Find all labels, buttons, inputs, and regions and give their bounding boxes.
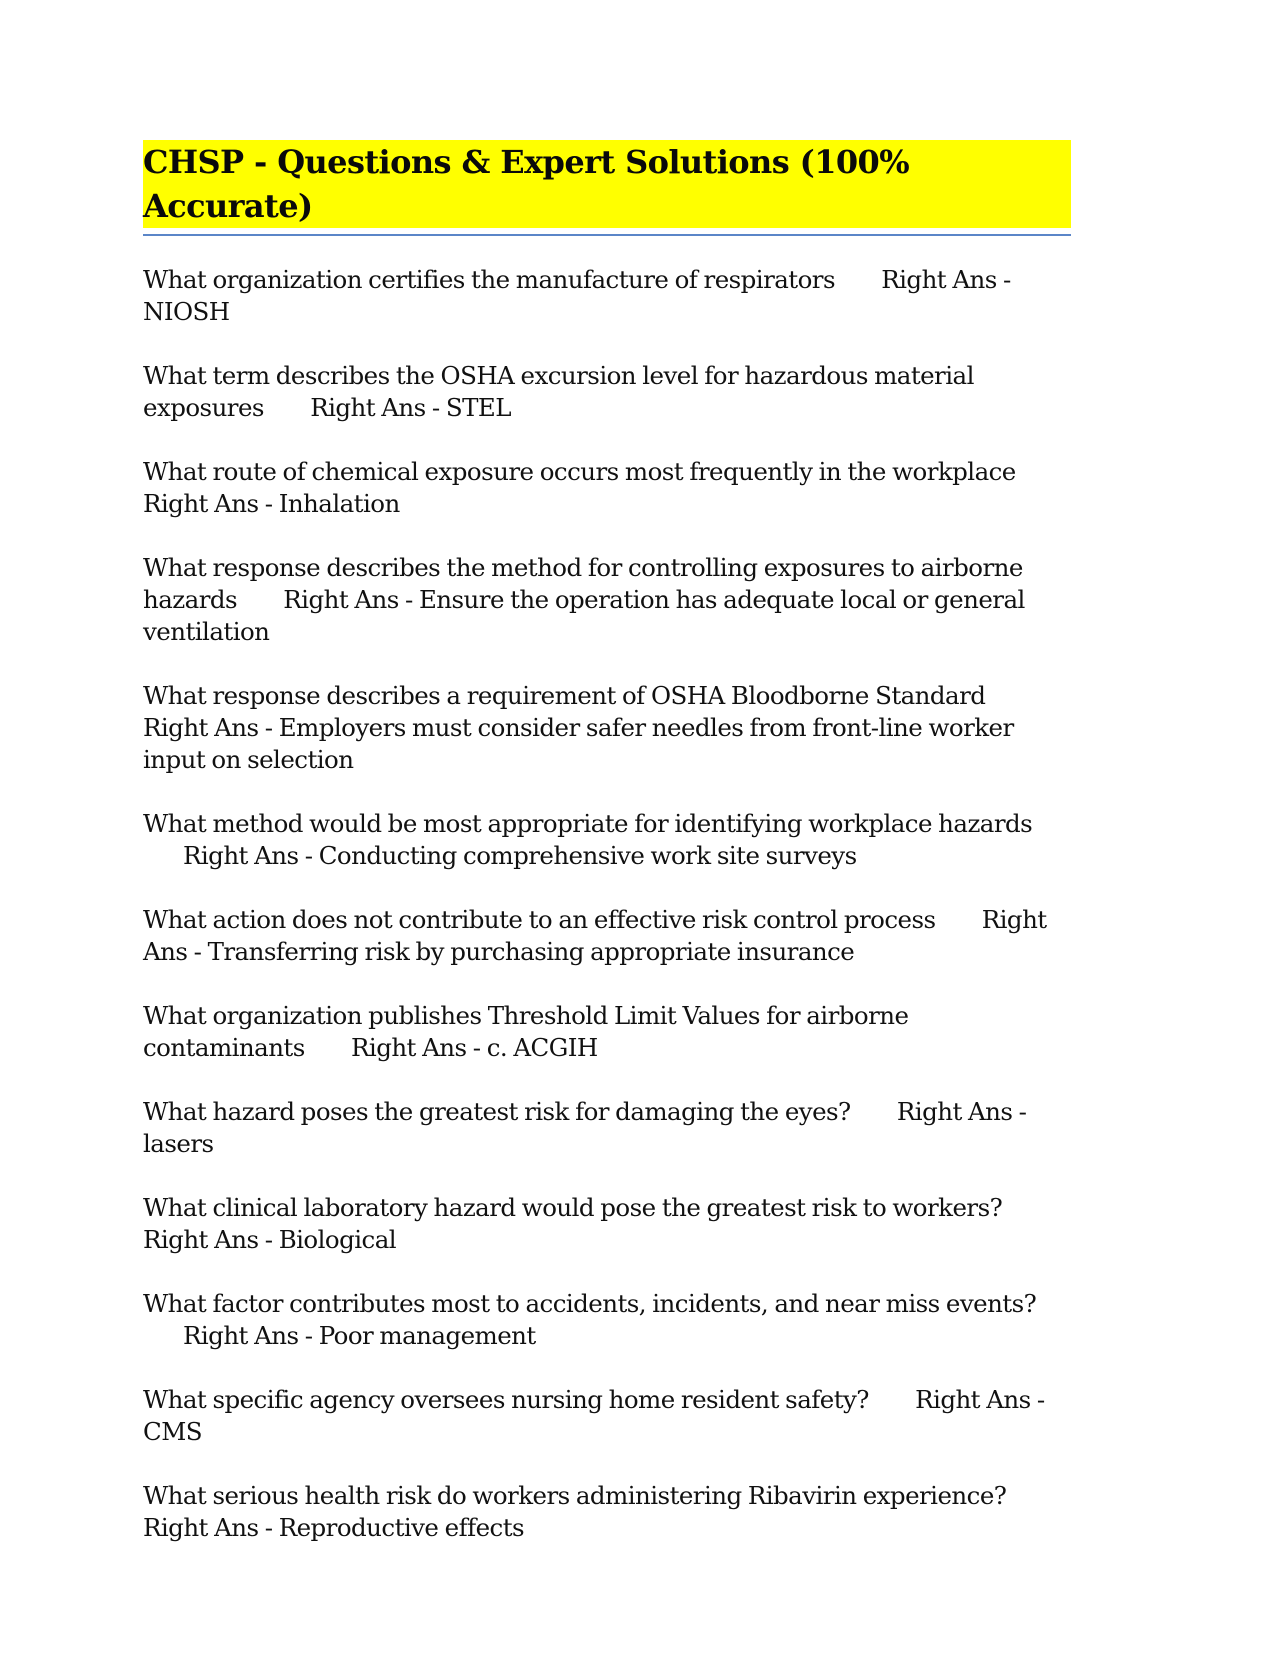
question-text: What response describes a requirement of OSHA Bloodborne Standard [143,681,986,710]
qa-item [143,680,1071,776]
answer-text: lasers [143,1129,214,1158]
answer-text: Ensure the operation has adequate local or general ventilation [143,585,1025,646]
answer-text: Poor management [318,1321,536,1350]
answer-prefix: Right Ans - [143,1513,279,1542]
qa-item [143,1096,1071,1160]
answer-prefix: Right Ans - [896,1097,1027,1126]
qa-item [143,1288,1071,1352]
answer-prefix: Right Ans - [143,713,279,742]
question-text: What response describes the method for controlling exposures to airborne hazards [143,553,1023,614]
qa-item [143,1192,1071,1256]
answer-text: NIOSH [143,297,230,326]
qa-item [143,808,1071,872]
qa-item [143,552,1071,648]
answer-prefix: Right Ans - [183,1321,319,1350]
answer-prefix: Right Ans - [283,585,419,614]
document-page [143,140,1071,1576]
question-text: What route of chemical exposure occurs most frequently in the workplace [143,457,1016,486]
question-text: What organization certifies the manufacture of respirators [143,265,835,294]
answer-prefix: Right Ans - [915,1385,1045,1414]
qa-item [143,360,1071,424]
question-text: What organization publishes Threshold Limit Values for airborne contaminants [143,1001,909,1062]
question-text: What factor contributes most to accidents, incidents, and near miss events? [143,1289,1037,1318]
answer-text: Employers must consider safer needles from front-line worker input on selection [143,713,1014,774]
question-text: What term describes the OSHA excursion level for hazardous material exposures [143,361,974,422]
answer-text: Inhalation [278,489,400,518]
qa-item [143,1384,1071,1448]
qa-item [143,1000,1071,1064]
answer-prefix: Right Ans - [143,905,1047,966]
answer-text: STEL [445,393,511,422]
question-text: What hazard poses the greatest risk for damaging the eyes? [143,1097,851,1126]
title-block [143,140,1071,236]
qa-item [143,264,1071,328]
answer-text: c. ACGIH [486,1033,598,1062]
answer-prefix: Right Ans - [183,841,319,870]
qa-item [143,456,1071,520]
qa-item [143,904,1071,968]
answer-prefix: Right Ans - [143,1225,279,1254]
question-text: What action does not contribute to an effective risk control process [143,905,936,934]
answer-prefix: Right Ans - [351,1033,487,1062]
question-text: What specific agency oversees nursing home resident safety? [143,1385,869,1414]
answer-text: Transferring risk by purchasing appropriate insurance [207,937,855,966]
answer-text: Reproductive effects [278,1513,525,1542]
question-text: What serious health risk do workers administering Ribavirin experience? [143,1481,1007,1510]
question-text: What clinical laboratory hazard would pose the greatest risk to workers? [143,1193,1003,1222]
answer-text: Biological [278,1225,397,1254]
document-title: CHSP - Questions & Expert Solutions (100% Accurate) [143,140,1071,228]
answer-prefix: Right Ans - [143,489,279,518]
qa-item [143,1480,1071,1544]
answer-text: CMS [143,1417,202,1446]
answer-text: Conducting comprehensive work site surveys [318,841,857,870]
answer-prefix: Right Ans - [881,265,1011,294]
question-text: What method would be most appropriate for identifying workplace hazards [143,809,1033,838]
qa-list [143,264,1071,1544]
answer-prefix: Right Ans - [310,393,446,422]
